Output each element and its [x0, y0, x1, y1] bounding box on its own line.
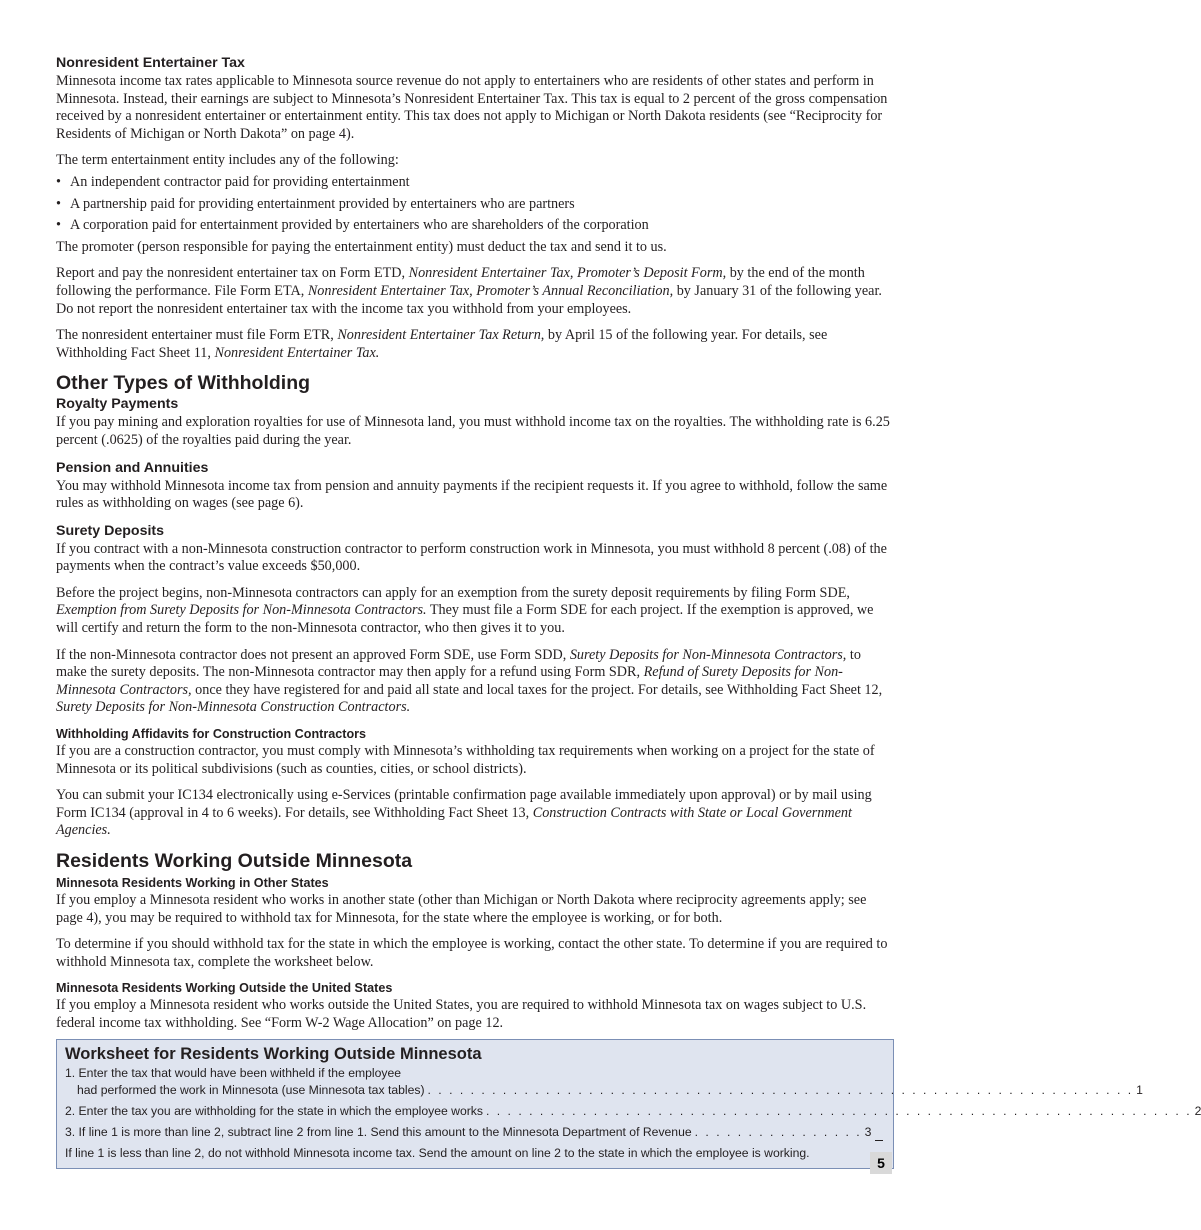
- worksheet-title: Worksheet for Residents Working Outside Minnesota: [65, 1044, 482, 1063]
- worksheet-line-3: 3. If line 1 is more than line 2, subtract line 2 from line 1. Send this amount to the Minnesota Department of Revenue . . . . . . . . . . . . . . . . 3: [65, 1124, 883, 1141]
- worksheet-line-3-field[interactable]: [875, 1128, 883, 1141]
- nonresident-paragraph-4: Report and pay the nonresident entertainer tax on Form ETD, Nonresident Entertainer Tax, Promoter’s Deposit Form, by the end of the month following the performance. File Form ETA, Nonresident Entertainer Tax, Promoter’s Annual Reconciliation, by January 31 of the following year. Do not report the nonresident entertainer tax with the income tax you withhold from your employees.: [56, 265, 882, 317]
- pension-heading: Pension and Annuities: [56, 459, 209, 476]
- worksheet-box: [56, 1039, 1201, 1169]
- other-states-paragraph-2: To determine if you should withhold tax for the state in which the employee is working, contact the other state. To determine if you are required to withhold Minnesota tax, complete the worksheet below.: [56, 936, 888, 970]
- nonresident-paragraph-3: The promoter (person responsible for paying the entertainment entity) must deduct the tax and send it to us.: [56, 238, 667, 255]
- nonresident-paragraph-2: The term entertainment entity includes any of the following:: [56, 152, 399, 169]
- affidavit-paragraph-1: If you are a construction contractor, you must comply with Minnesota’s withholding tax requirements when working on a project for the state of Minnesota or its political subdivisions (such as counties, cities, or school districts).: [56, 743, 875, 777]
- royalty-paragraph: If you pay mining and exploration royalties for use of Minnesota land, you must withhold income tax on the royalties. The withholding rate is 6.25 percent (.0625) of the royalties paid during the year.: [56, 414, 890, 448]
- affidavit-heading: Withholding Affidavits for Construction Contractors: [56, 727, 367, 742]
- surety-paragraph-2: Before the project begins, non-Minnesota contractors can apply for an exemption from the surety deposit requirements by filing Form SDE, Exemption from Surety Deposits for Non-Minnesota Contractors. They must file a Form SDE for each project. If the exemption is approved, we will certify and return the form to the non-Minnesota contractor, who then gives it to you.: [56, 584, 874, 637]
- page-number: 5: [870, 1152, 892, 1174]
- worksheet-line-1: had performed the work in Minnesota (use Minnesota tax tables) . . . . . . . . . . . . . . . . . . . . . . . . . . . . . . . . . . . . . . . . . . . . . . . . . . . . . . . . . . . . . . . . . . 1: [77, 1082, 1143, 1097]
- list-item: • An independent contractor paid for providing entertainment: [56, 173, 410, 190]
- royalty-heading: Royalty Payments: [56, 396, 179, 413]
- pension-paragraph: You may withhold Minnesota income tax from pension and annuity payments if the recipient requests it. If you agree to withhold, follow the same rules as withholding on wages (see page 6).: [56, 477, 888, 512]
- surety-paragraph-3: If the non-Minnesota contractor does not present an approved Form SDE, use Form SDD, Surety Deposits for Non-Minnesota Contractors, to make the surety deposits. The non-Minnesota contractor may then apply for a refund using Form SDR, Refund of Surety Deposits for Non-Minnesota Contractors, once they have registered for and paid all state and local taxes for the project. For details, see Withholding Fact Sheet 12, Surety Deposits for Non-Minnesota Construction Contractors.: [56, 646, 883, 716]
- other-states-paragraph-1: If you employ a Minnesota resident who works in another state (other than Michigan or North Dakota where reciprocity agreements apply; see page 4), you may be required to withhold tax for Minnesota, for the state where the employee is working, or for both.: [56, 892, 867, 926]
- list-item: • A corporation paid for entertainment provided by entertainers who are shareholders of the corporation: [56, 217, 649, 234]
- surety-paragraph-1: If you contract with a non-Minnesota construction contractor to perform construction work in Minnesota, you must withhold 8 percent (.08) of the payments when the contract’s value exceeds $50,000.: [56, 540, 887, 575]
- page-content: [56, 50, 1201, 1169]
- worksheet-line-1-label: 1. Enter the tax that would have been withheld if the employee: [65, 1065, 402, 1080]
- surety-heading: Surety Deposits: [56, 522, 165, 539]
- nonresident-paragraph-5: The nonresident entertainer must file Form ETR, Nonresident Entertainer Tax Return, by April 15 of the following year. For details, see Withholding Fact Sheet 11, Nonresident Entertainer Tax.: [56, 327, 828, 361]
- other-states-heading: Minnesota Residents Working in Other States: [56, 876, 329, 890]
- nonresident-paragraph-1: Minnesota income tax rates applicable to Minnesota source revenue do not apply to entertainers who are residents of other states and perform in Minnesota. Instead, their earnings are subject to Minnesota’s Nonresident Entertainer Tax. This tax is equal to 2 percent of the gross compensation received by a nonresident entertainer or entertainment entity. This tax does not apply to Michigan or North Dakota residents (see “Reciprocity for Residents of Michigan or North Dakota” on page 4).: [56, 73, 888, 142]
- affidavit-paragraph-2: You can submit your IC134 electronically using e-Services (printable confirmation page available immediately upon approval) or by mail using Form IC134 (approval in 4 to 6 weeks). For details, see Withholding Fact Sheet 13, Construction Contracts with State or Local Government Agencies.: [56, 787, 872, 839]
- residents-heading: Residents Working Outside Minnesota: [56, 850, 413, 872]
- nonresident-heading: Nonresident Entertainer Tax: [56, 55, 245, 71]
- worksheet-note: If line 1 is less than line 2, do not withhold Minnesota income tax. Send the amount on line 2 to the state in which the employee is working.: [65, 1145, 810, 1160]
- list-item: • A partnership paid for providing entertainment provided by entertainers who are partners: [56, 195, 575, 212]
- outside-us-heading: Minnesota Residents Working Outside the United States: [56, 981, 393, 996]
- other-withholding-heading: Other Types of Withholding: [56, 372, 311, 395]
- outside-us-paragraph: If you employ a Minnesota resident who works outside the United States, you are required to withhold Minnesota tax on wages subject to U.S. federal income tax withholding. See “Form W-2 Wage Allocation” on page 12.: [56, 997, 867, 1031]
- worksheet-line-2: 2. Enter the tax you are withholding for the state in which the employee works . . . . . . . . . . . . . . . . . . . . . . . . . . . . . . . . . . . . . . . . . . . . . . . . . . . . . . . . . . . . . . . . . . 2: [65, 1103, 1201, 1118]
